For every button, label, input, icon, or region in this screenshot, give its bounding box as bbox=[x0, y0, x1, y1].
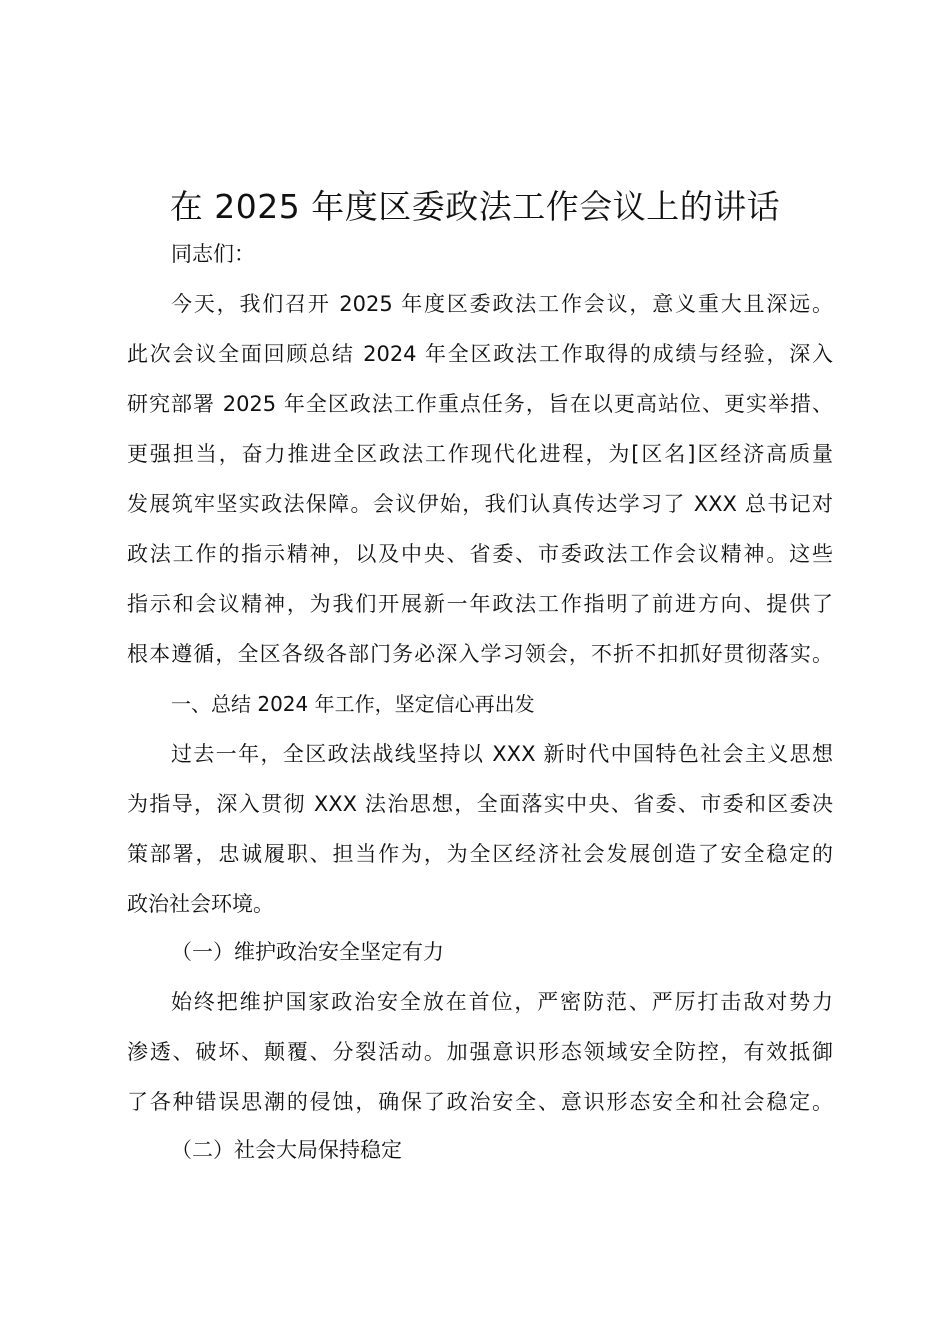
paragraph-line: 指示和会议精神，为我们开展新一年政法工作指明了前进方向、提供了 bbox=[127, 592, 833, 616]
paragraph-line: 为指导，深入贯彻 XXX 法治思想，全面落实中央、省委、市委和区委决 bbox=[127, 792, 833, 816]
subsection-heading: （二）社会大局保持稳定 bbox=[171, 1138, 402, 1162]
paragraph-line: 政法工作的指示精神，以及中央、省委、市委政法工作会议精神。这些 bbox=[127, 542, 833, 566]
subsection-heading: （一）维护政治安全坚定有力 bbox=[171, 940, 444, 964]
paragraph-line: 更强担当，奋力推进全区政法工作现代化进程，为[区名]区经济高质量 bbox=[127, 442, 833, 466]
paragraph-line: 政治社会环境。 bbox=[127, 892, 274, 916]
paragraph-line: 发展筑牢坚实政法保障。会议伊始，我们认真传达学习了 XXX 总书记对 bbox=[127, 492, 833, 516]
paragraph-line: 此次会议全面回顾总结 2024 年全区政法工作取得的成绩与经验，深入 bbox=[127, 342, 833, 366]
paragraph-line: 策部署，忠诚履职、担当作为，为全区经济社会发展创造了安全稳定的 bbox=[127, 842, 833, 866]
paragraph-line: 今天，我们召开 2025 年度区委政法工作会议，意义重大且深远。 bbox=[171, 292, 833, 316]
paragraph-line: 过去一年，全区政法战线坚持以 XXX 新时代中国特色社会主义思想 bbox=[171, 742, 833, 766]
paragraph-line: 研究部署 2025 年全区政法工作重点任务，旨在以更高站位、更实举措、 bbox=[127, 392, 833, 416]
paragraph-line: 渗透、破坏、颠覆、分裂活动。加强意识形态领域安全防控，有效抵御 bbox=[127, 1040, 833, 1064]
salutation: 同志们： bbox=[171, 242, 255, 266]
paragraph-line: 了各种错误思潮的侵蚀，确保了政治安全、意识形态安全和社会稳定。 bbox=[127, 1090, 833, 1114]
section-heading: 一、总结 2024 年工作，坚定信心再出发 bbox=[171, 692, 535, 716]
document-title: 在 2025 年度区委政法工作会议上的讲话 bbox=[169, 187, 781, 226]
paragraph-line: 根本遵循，全区各级各部门务必深入学习领会，不折不扣抓好贯彻落实。 bbox=[127, 642, 833, 666]
paragraph-line: 始终把维护国家政治安全放在首位，严密防范、严厉打击敌对势力 bbox=[171, 990, 833, 1014]
